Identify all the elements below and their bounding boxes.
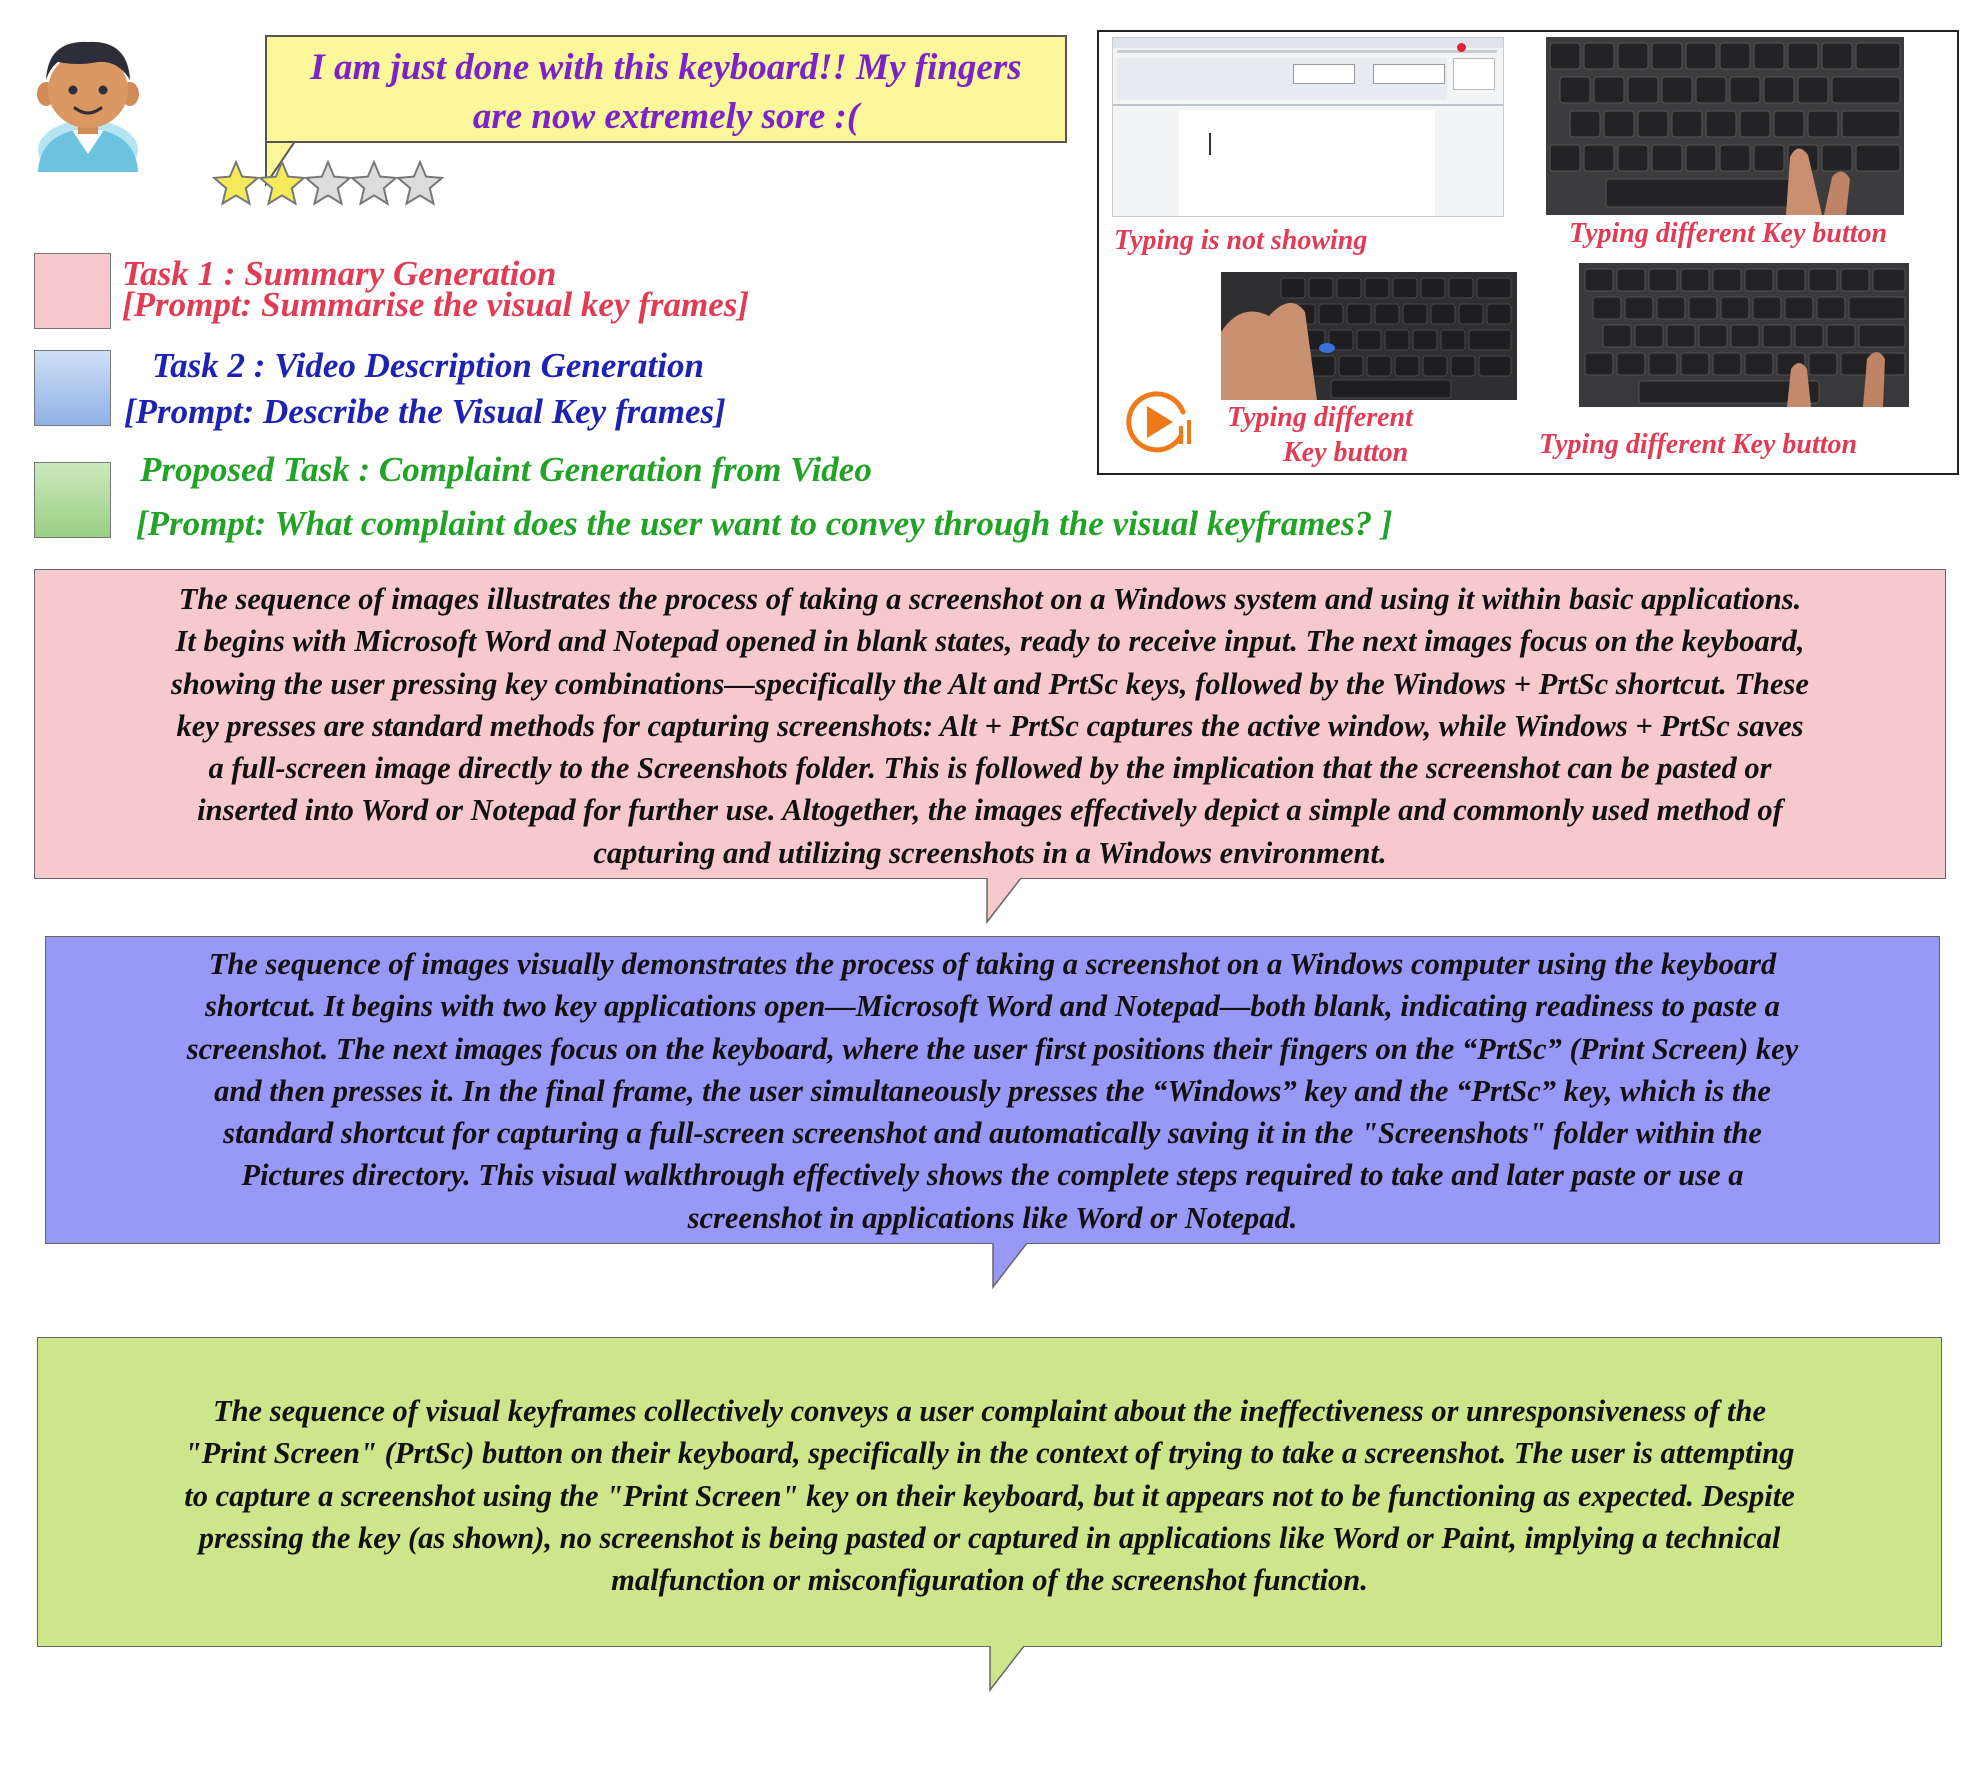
proposed-task-color-swatch	[34, 462, 111, 538]
keyframe-word-screenshot	[1112, 37, 1504, 217]
summary-callout-tail	[985, 876, 1035, 926]
description-line: screenshot in applications like Word or Notepad.	[687, 1200, 1298, 1235]
video-play-icon	[1121, 384, 1197, 460]
summary-line: a full-screen image directly to the Screenshots folder. This is followed by the implication that the screenshot can be pasted or	[208, 751, 1772, 786]
star-filled-icon	[260, 162, 304, 204]
caption-frame-2: Typing different Key button	[1569, 218, 1888, 249]
keyframe-keyboard-2	[1221, 272, 1517, 400]
star-empty-icon	[306, 162, 350, 204]
task2-color-swatch	[34, 350, 111, 426]
star-empty-icon	[398, 162, 442, 204]
task2-title: Task 2 : Video Description Generation	[152, 346, 704, 385]
star-empty-icon	[352, 162, 396, 204]
caption-frame-3-line-2: Key button	[1283, 437, 1409, 468]
complaint-line: malfunction or misconfiguration of the screenshot function.	[611, 1563, 1368, 1598]
description-callout-tail	[991, 1241, 1041, 1291]
complaint-line: pressing the key (as shown), no screenshot is being pasted or captured in applications like Word or Paint, implying a technical	[198, 1520, 1781, 1555]
star-filled-icon	[214, 162, 258, 204]
complaint-response-box	[37, 1337, 1942, 1647]
proposed-task-prompt: [Prompt: What complaint does the user want to convey through the visual keyframes? ]	[136, 504, 1393, 543]
complaint-callout-tail	[988, 1644, 1038, 1694]
summary-response-box	[34, 569, 1946, 879]
description-line: shortcut. It begins with two key applications open—Microsoft Word and Notepad—both blank, indicating readiness to paste a	[205, 989, 1780, 1024]
caption-frame-4: Typing different Key button	[1539, 429, 1858, 460]
keyboard-photo-1	[1546, 37, 1904, 215]
description-response-box	[45, 936, 1940, 1244]
keyframe-keyboard-3	[1579, 263, 1909, 407]
description-line: The sequence of images visually demonstrates the process of taking a screenshot on a Windows computer using the keyboard	[208, 947, 1777, 981]
summary-line: inserted into Word or Notepad for further use. Altogether, the images effectively depict a simple and commonly used method of	[197, 793, 1783, 828]
summary-line: It begins with Microsoft Word and Notepad opened in blank states, ready to receive input. The next images focus on the keyboard,	[175, 624, 1805, 659]
description-line: screenshot. The next images focus on the keyboard, where the user first positions their fingers on the “PrtSc” (Print Screen) key	[186, 1031, 1799, 1066]
star-rating	[212, 160, 452, 210]
description-line: standard shortcut for capturing a full-screen screenshot and automatically saving it in the "Screenshots" folder within the	[223, 1116, 1762, 1151]
task1-color-swatch	[34, 253, 111, 329]
keyboard-photo-2	[1221, 272, 1517, 400]
description-line: Pictures directory. This visual walkthrough effectively shows the complete steps required to take and later paste or use a	[241, 1158, 1744, 1193]
task2-prompt: [Prompt: Describe the Visual Key frames]	[124, 392, 726, 431]
task1-prompt: [Prompt: Summarise the visual key frames]	[122, 285, 750, 324]
task1-title: Task 1 : Summary Generation	[122, 254, 557, 293]
summary-line: showing the user pressing key combinations—specifically the Alt and PrtSc keys, followed by the Windows + PrtSc shortcut. These	[171, 666, 1809, 701]
keyframe-keyboard-1	[1546, 37, 1904, 215]
video-keyframes-panel	[1097, 30, 1959, 475]
user-avatar-icon	[28, 32, 148, 172]
summary-line: The sequence of images illustrates the process of taking a screenshot on a Windows system and using it within basic applications.	[178, 582, 1802, 616]
caption-frame-3-line-1: Typing different	[1227, 402, 1413, 433]
speech-line-1: I am just done with this keyboard!! My fingers	[310, 47, 1022, 88]
proposed-task-title: Proposed Task : Complaint Generation from Video	[140, 450, 872, 489]
complaint-line: The sequence of visual keyframes collectively conveys a user complaint about the ineffectiveness or unresponsiveness of the	[212, 1394, 1767, 1428]
user-speech-bubble	[265, 35, 1067, 143]
complaint-line: to capture a screenshot using the "Print Screen" key on their keyboard, but it appears not to be functioning as expected. Despite	[184, 1478, 1795, 1513]
description-line: and then presses it. In the final frame, the user simultaneously presses the “Windows” key and the “PrtSc” key, which is the	[214, 1073, 1771, 1108]
summary-line: capturing and utilizing screenshots in a Windows environment.	[593, 835, 1387, 870]
keyboard-photo-3	[1579, 263, 1909, 407]
speech-line-2: are now extremely sore :(	[472, 96, 860, 137]
complaint-line: "Print Screen" (PrtSc) button on their keyboard, specifically in the context of trying to take a screenshot. The user is attempting	[184, 1436, 1795, 1471]
summary-line: key presses are standard methods for capturing screenshots: Alt + PrtSc captures the active window, while Windows + PrtSc saves	[176, 708, 1804, 743]
caption-frame-1: Typing is not showing	[1114, 225, 1368, 256]
